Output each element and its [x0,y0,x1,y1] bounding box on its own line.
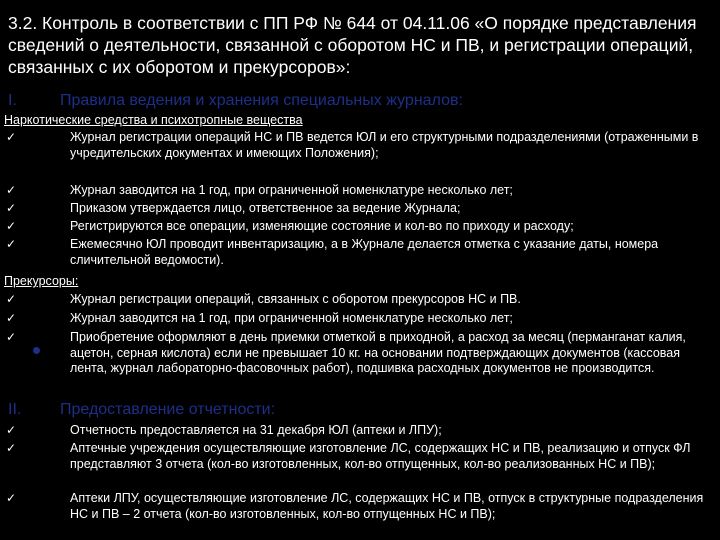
checkmark-icon: ✓ [6,292,17,306]
list-item-text: Журнал регистрации операций НС и ПВ ведется ЮЛ и его структурными подразделениями (отраженными в учредительских документах и имеющих Положения); [70,130,699,160]
list-item-text: Аптечные учреждения осуществляющие изготовление ЛС, содержащих НС и ПВ, реализацию и отпуск ФЛ представляют 3 отчета (кол-во изготовленных, кол-во отпущенных, кол-во реализованных НС и ПВ); [70,441,691,471]
section-1-label: Правила ведения и хранения специальных журналов: [60,92,463,109]
list-item [4,292,718,308]
list-item [4,423,718,439]
bullet-dot-icon [33,347,40,354]
list-item [4,130,718,161]
section-2-label: Предоставление отчетности: [60,401,276,418]
subheading-precursors: Прекурсоры: [4,274,79,288]
checkmark-icon: ✓ [6,201,17,215]
list-item [4,183,718,199]
list-item [4,219,718,235]
list-item-text: Аптеки ЛПУ, осуществляющие изготовление ЛС, содержащих НС и ПВ, отпуск в структурные подразделения НС и ПВ – 2 отчета (кол-во изготовленных, кол-во отпущенных НС и ПВ); [70,491,704,521]
list-item [4,491,718,522]
list-item-text: Регистрируются все операции, изменяющие состояние и кол-во по приходу и расходу; [70,219,574,233]
subheading-narcotics: Наркотические средства и психотропные вещества [4,113,303,127]
checkmark-icon: ✓ [6,491,17,505]
checkmark-icon: ✓ [6,311,17,325]
section-1-number: I. [8,92,17,109]
checkmark-icon: ✓ [6,330,17,344]
checkmark-icon: ✓ [6,183,17,197]
checkmark-icon: ✓ [6,219,17,233]
list-item-text: Журнал регистрации операций, связанных с оборотом прекурсоров НС и ПВ. [70,292,521,306]
checkmark-icon: ✓ [6,130,17,144]
section-2-number: II. [8,401,22,418]
list-item [4,441,718,472]
checkmark-icon: ✓ [6,237,17,251]
list-item-text: Ежемесячно ЮЛ проводит инвентаризацию, а в Журнале делается отметка с указание даты, номера сличительной ведомости). [70,237,659,267]
section-1-heading [8,92,463,110]
list-item-text: Приобретение оформляют в день приемки отметкой в приходной, а расход за месяц (перманганат калия, ацетон, серная кислота) если не превышает 10 кг. на основании подтверждающих документов (кассовая лента, журнал лабораторно-фасовочных работ), подшивка расходных документов не производится. [70,330,686,375]
list-item-text: Приказом утверждается лицо, ответственное за ведение Журнала; [70,201,461,215]
list-item-text: Журнал заводится на 1 год, при ограниченной номенклатуре несколько лет; [70,311,513,325]
list-item [4,201,718,217]
checkmark-icon: ✓ [6,441,17,455]
list-item-text: Отчетность предоставляется на 31 декабря ЮЛ (аптеки и ЛПУ); [70,423,442,437]
slide-title: 3.2. Контроль в соответствии с ПП РФ № 644 от 04.11.06 «О порядке представления сведений о деятельности, связанной с оборотом НС и ПВ, и регистрации операций, связанных с их оборотом и прекурсоров»: [8,13,697,77]
section-2-heading [8,401,275,419]
list-item [4,311,718,327]
list-item [4,237,718,268]
list-item-text: Журнал заводится на 1 год, при ограниченной номенклатуре несколько лет; [70,183,513,197]
checkmark-icon: ✓ [6,423,17,437]
list-item [4,330,718,377]
